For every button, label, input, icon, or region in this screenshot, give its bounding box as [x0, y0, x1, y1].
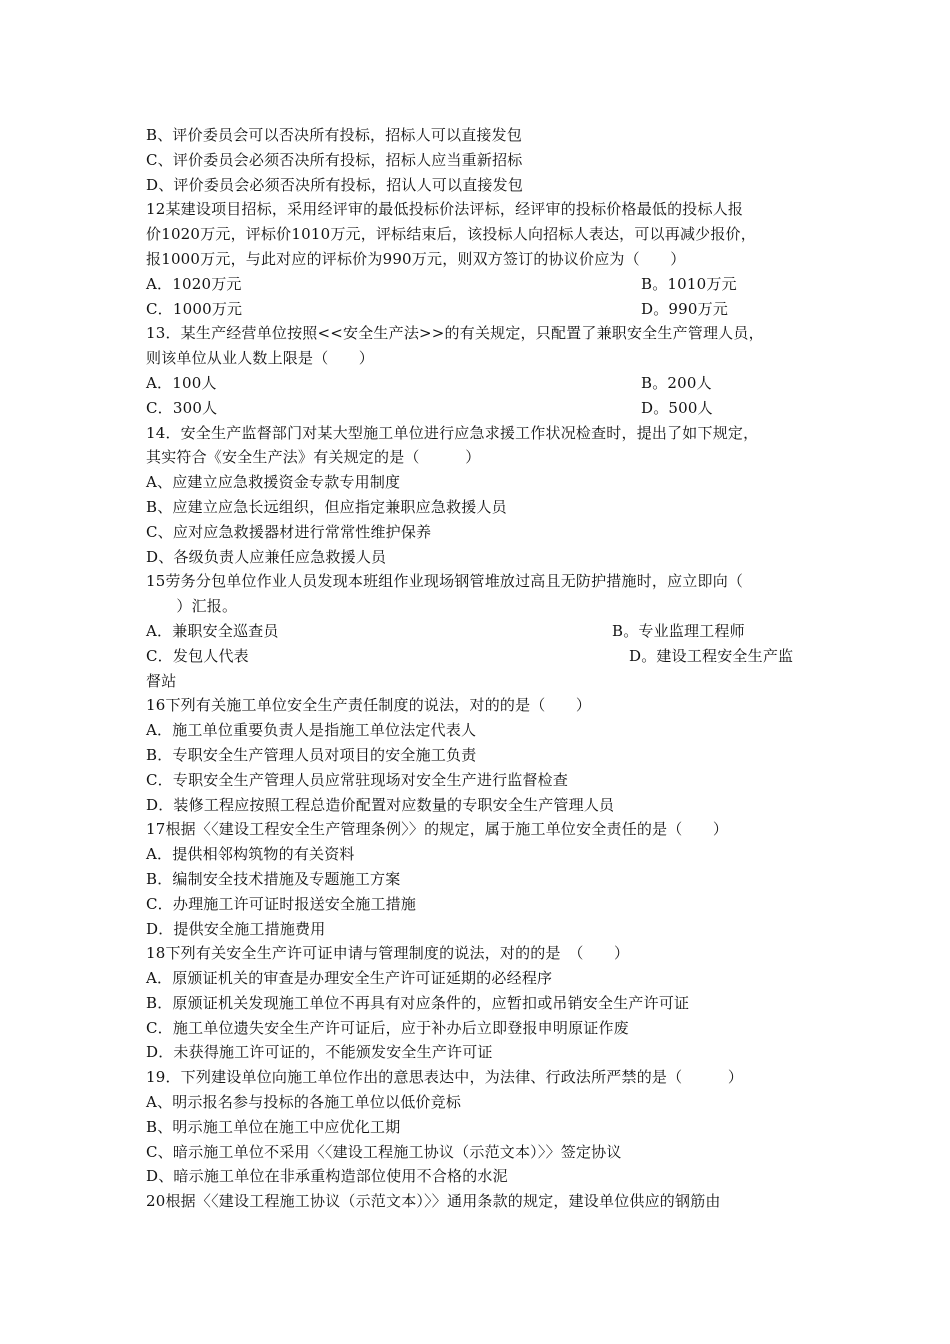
q14-option-c: C、应对应急救援器材进行常常性维护保养: [146, 522, 432, 541]
q13-options-row-2: [146, 396, 816, 421]
q15-options-row-1: [146, 619, 816, 644]
q17-option-d: D．提供安全施工措施费用: [146, 919, 326, 938]
q11-option-b: B、评价委员会可以否决所有投标，招标人可以直接发包: [146, 126, 523, 144]
q17-option-b: B．编制安全技术措施及专题施工方案: [146, 869, 401, 888]
q16-option-a: A．施工单位重要负责人是指施工单位法定代表人: [146, 721, 477, 740]
q14-stem-line-1: 14．安全生产监督部门对某大型施工单位进行应急求援工作状况检查时，提出了如下规定，: [146, 423, 759, 442]
q15-option-c: C．发包人代表: [146, 646, 249, 665]
q17-stem: 17根据〈〈建设工程安全生产管理条例〉〉的规定，属于施工单位安全责任的是（ ）: [146, 820, 729, 839]
q12-option-d: D。990万元: [641, 299, 729, 318]
q14-option-a: A、应建立应急救援资金专款专用制度: [146, 473, 401, 492]
q19-stem: 19．下列建设单位向施工单位作出的意思表达中，为法律、行政法所严禁的是（ ）: [146, 1068, 744, 1087]
q12-stem-line-3: 报1000万元，与此对应的评标价为990万元，则双方签订的协议价应为（ ）: [146, 249, 686, 268]
q18-option-b: B．原颁证机关发现施工单位不再具有对应条件的，应暂扣或吊销安全生产许可证: [146, 993, 690, 1012]
q15-option-b: B。专业监理工程师: [612, 621, 745, 640]
q15-options-row-2: [146, 644, 816, 669]
q20-stem: 20根据〈〈建设工程施工协议（示范文本）〉〉通用条款的规定，建设单位供应的钢筋由: [146, 1192, 721, 1211]
q18-stem: 18下列有关安全生产许可证申请与管理制度的说法，对的的是 （ ）: [146, 944, 630, 963]
q14-stem-line-2: 其实符合《安全生产法》有关规定的是（ ）: [146, 448, 481, 467]
q16-stem: 16下列有关施工单位安全生产责任制度的说法，对的的是（ ）: [146, 696, 592, 715]
q12-options-row-1: [146, 272, 816, 297]
q15-option-d: D。建设工程安全生产监: [629, 646, 794, 665]
q16-option-d: D．装修工程应按照工程总造价配置对应数量的专职安全生产管理人员: [146, 795, 615, 814]
q12-stem-line-2: 价1020万元，评标价1010万元，评标结束后，该投标人向招标人表达，可以再减少报价，: [146, 225, 756, 244]
q12-options-row-2: [146, 297, 816, 322]
q18-option-a: A．原颁证机关的审查是办理安全生产许可证延期的必经程序: [146, 969, 553, 988]
q19-option-a: A、明示报名参与投标的各施工单位以低价竞标: [146, 1093, 462, 1112]
q12-option-b: B。1010万元: [641, 274, 737, 293]
q14-option-d: D、各级负责人应兼任应急救援人员: [146, 547, 387, 566]
q13-stem-line-1: 13．某生产经营单位按照<<安全生产法>>的有关规定，只配置了兼职安全生产管理人员，: [146, 324, 764, 343]
q18-option-c: C．施工单位遗失安全生产许可证后，应于补办后立即登报申明原证作废: [146, 1018, 629, 1037]
q15-option-a: A．兼职安全巡查员: [146, 621, 279, 640]
q15-stem-line-2: ）汇报。: [146, 597, 238, 616]
q12-stem-line-1: 12某建设项目招标，采用经评审的最低投标价法评标，经评审的投标价格最低的投标人报: [146, 200, 744, 219]
q13-options-row-1: [146, 371, 816, 396]
q15-stem-line-1: 15劳务分包单位作业人员发现本班组作业现场钢管堆放过高且无防护措施时，应立即向（: [146, 572, 744, 591]
q18-option-d: D．未获得施工许可证的，不能颁发安全生产许可证: [146, 1043, 493, 1062]
q15-option-d-continued: 督站: [146, 671, 177, 690]
q13-option-a: A．100人: [146, 373, 217, 392]
q19-option-b: B、明示施工单位在施工中应优化工期: [146, 1117, 401, 1136]
q16-option-b: B．专职安全生产管理人员对项目的安全施工负责: [146, 745, 477, 764]
q11-option-c: C、评价委员会必须否决所有投标，招标人应当重新招标: [146, 150, 523, 169]
q17-option-a: A．提供相邻构筑物的有关资料: [146, 845, 355, 864]
q13-option-c: C．300人: [146, 398, 218, 417]
q12-option-a: A．1020万元: [146, 274, 242, 293]
q19-option-d: D、暗示施工单位在非承重构造部位使用不合格的水泥: [146, 1167, 508, 1186]
exam-questions: [146, 123, 816, 1214]
q16-option-c: C．专职安全生产管理人员应常驻现场对安全生产进行监督检查: [146, 770, 569, 789]
q17-option-c: C．办理施工许可证时报送安全施工措施: [146, 894, 417, 913]
q14-option-b: B、应建立应急长远组织，但应指定兼职应急救援人员: [146, 497, 507, 516]
q19-option-c: C、暗示施工单位不采用〈〈建设工程施工协议（示范文本）〉〉签定协议: [146, 1142, 622, 1161]
q12-option-c: C．1000万元: [146, 299, 243, 318]
q13-option-b: B。200人: [641, 373, 712, 392]
q13-option-d: D。500人: [641, 398, 713, 417]
q11-option-d: D、评价委员会必须否决所有投标，招认人可以直接发包: [146, 175, 524, 194]
q13-stem-line-2: 则该单位从业人数上限是（ ）: [146, 349, 375, 368]
